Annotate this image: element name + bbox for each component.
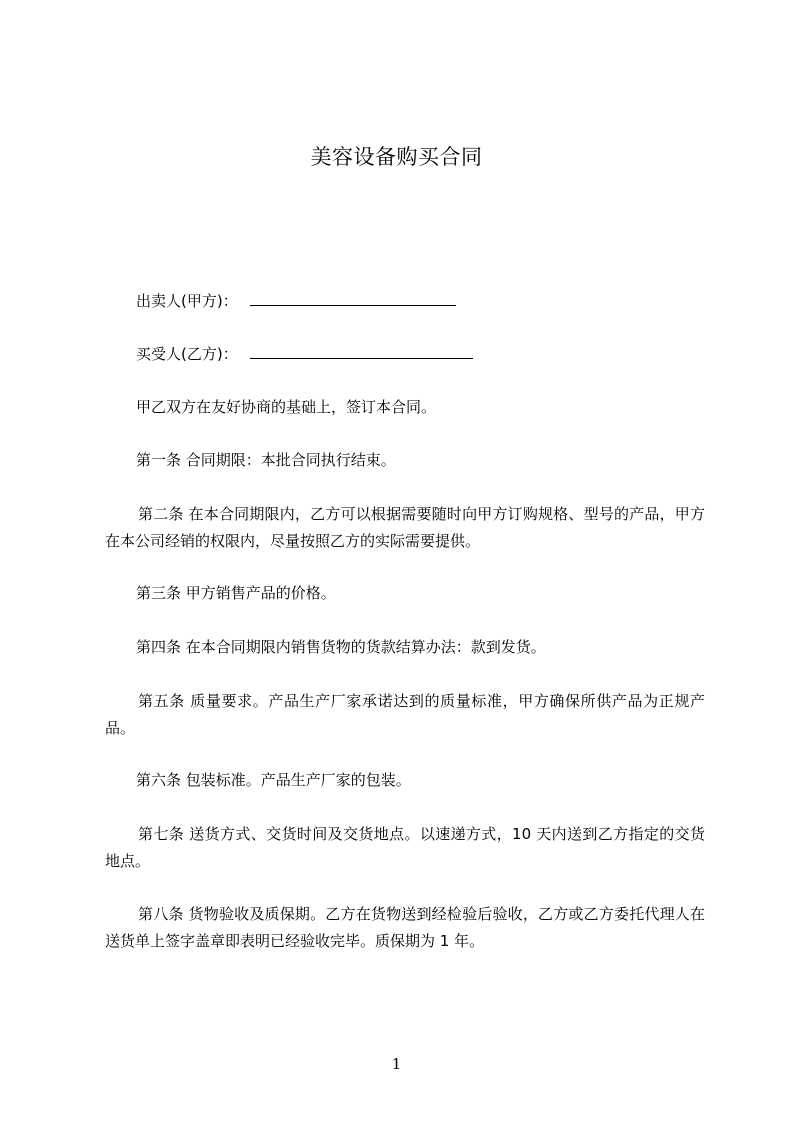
buyer-blank	[250, 344, 473, 359]
article-5: 第五条 质量要求。产品生产厂家承诺达到的质量标准，甲方确保所供产品为正规产品。	[105, 692, 705, 737]
buyer-label: 买受人(乙方)：	[136, 345, 238, 363]
buyer-line	[136, 341, 473, 368]
intro-paragraph: 甲乙双方在友好协商的基础上，签订本合同。	[136, 398, 437, 416]
seller-label: 出卖人(甲方)：	[136, 292, 238, 310]
article-7: 第七条 送货方式、交货时间及交货地点。以速递方式，10 天内送到乙方指定的交货地点。	[105, 825, 705, 870]
article-3: 第三条 甲方销售产品的价格。	[136, 584, 336, 602]
article-1: 第一条 合同期限：本批合同执行结束。	[136, 451, 396, 469]
seller-blank	[250, 291, 456, 306]
seller-line	[136, 288, 456, 315]
document-title: 美容设备购买合同	[310, 145, 483, 169]
article-6: 第六条 包装标准。产品生产厂家的包装。	[136, 771, 411, 789]
article-8: 第八条 货物验收及质保期。乙方在货物送到经检验后验收，乙方或乙方委托代理人在送货单上签字盖章即表明已经验收完毕。质保期为 1 年。	[105, 905, 705, 950]
page-number: 1	[391, 1055, 402, 1073]
article-4: 第四条 在本合同期限内销售货物的货款结算办法：款到发货。	[136, 638, 546, 656]
article-2: 第二条 在本合同期限内，乙方可以根据需要随时向甲方订购规格、型号的产品，甲方在本公司经销的权限内，尽量按照乙方的实际需要提供。	[105, 505, 705, 550]
